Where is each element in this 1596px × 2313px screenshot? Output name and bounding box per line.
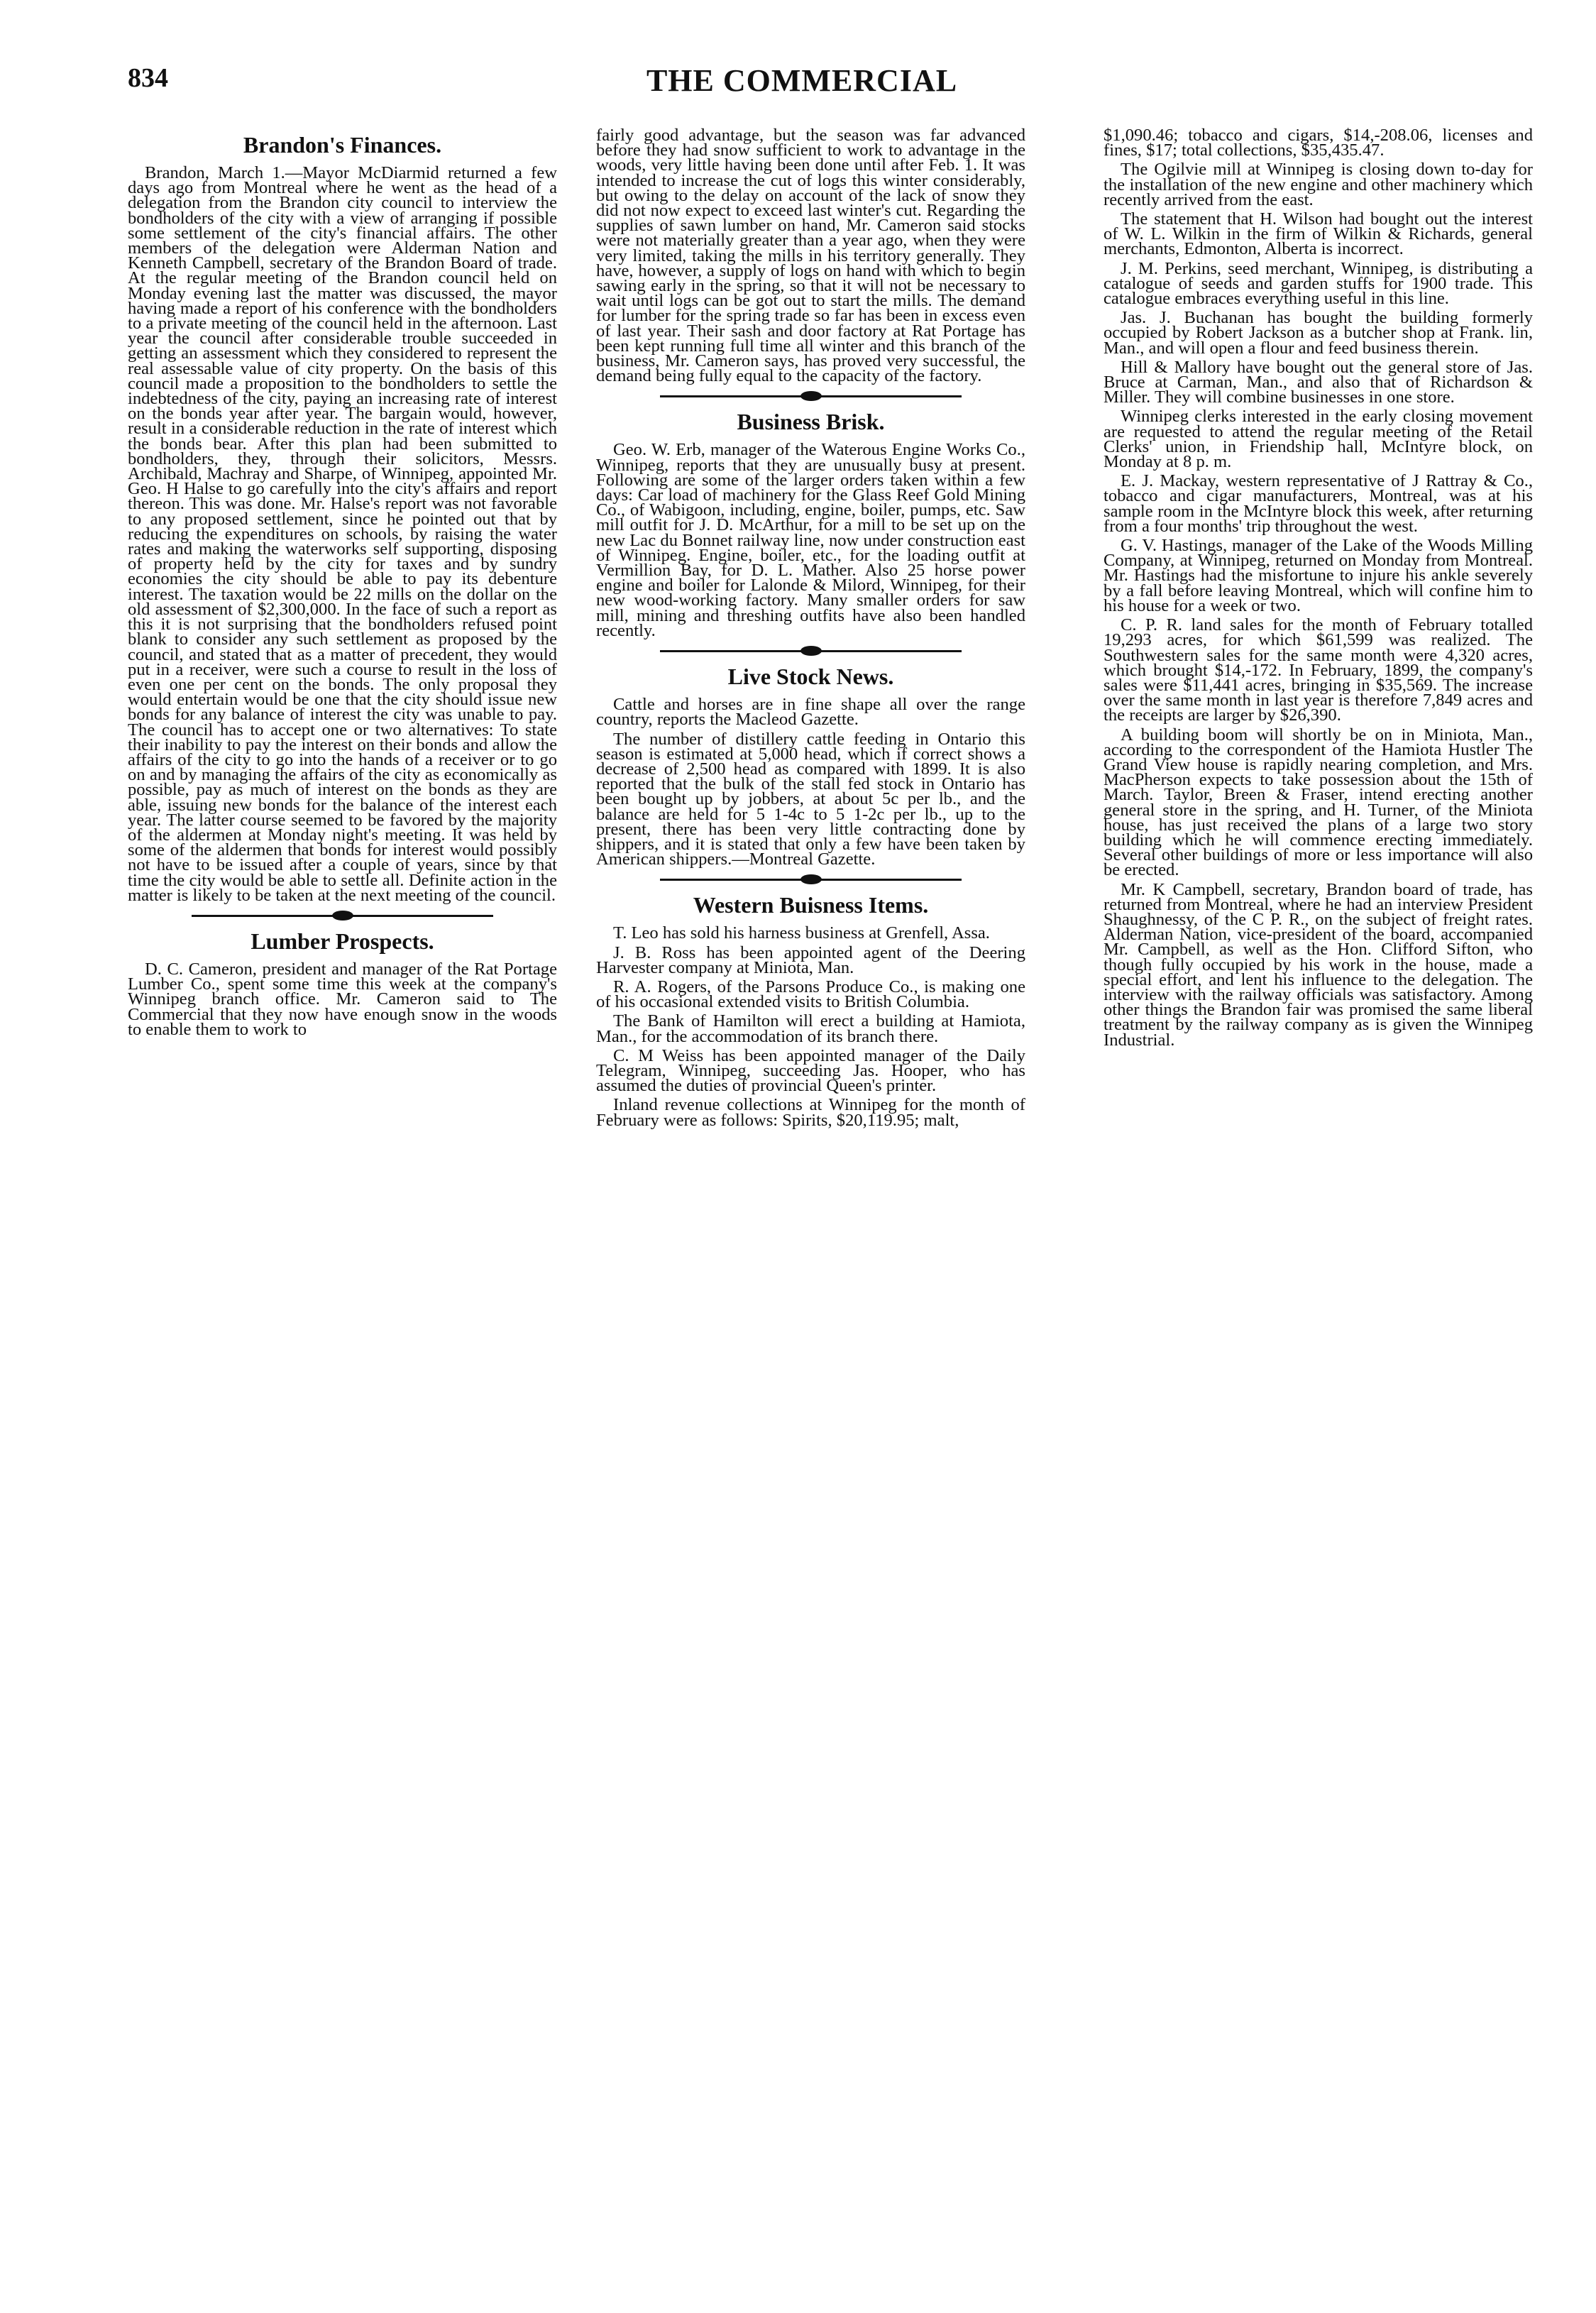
masthead — [128, 62, 1476, 105]
article-paragraph: Brandon, March 1.—Mayor McDiarmid returned a few days ago from Montreal where he went as the head of a delegation from the Brandon city council to interview the bondholders of the city with a view of arranging if possible some settlement of the city's financial affairs. The other members of the delegation were Alderman Nation and Kenneth Campbell, secretary of the Brandon Board of trade. At the regular meeting of the Brandon council held on Monday evening last the matter was discussed, the mayor having made a report of his conference with the bondholders to a private meeting of the council held in the afternoon. Last year the council after considerable trouble succeeded in getting an assessment which they considered to represent the real assessable value of city property. On the basis of this council made a proposition to the bondholders to settle the indebtedness of the city, paying an increasing rate of interest on the bonds year after year. The bargain would, however, result in a considerable reduction in the rate of interest which the bonds bear. After this plan had been submitted to bondholders, they, through their solicitors, Messrs. Archibald, Machray and Sharpe, of Winnipeg, appointed Mr. Geo. H Halse to go carefully into the city's affairs and report thereon. This was done. Mr. Halse's report was not favorable to any proposed settlement, since he pointed out that by reducing the expenditures on schools, by raising the water rates and making the waterworks self supporting, disposing of property held by the city for taxes and by sundry economies the city should be able to pay its debenture interest. The taxation would be 22 mills on the dollar on the old assessment of $2,300,000. In the face of such a report as this it is not surprising that the bondholders refused point blank to consider any such settlement as proposed by the council, and stated that as a matter of precedent, they would put in a receiver, were such a course to result in the loss of even one per cent on the bonds. The only proposal they would entertain would be one that the city should issue new bonds for any balance of interest the city was unable to pay. The council has to accept one or two alternatives: To state their inability to pay the interest on their bonds and allow the affairs of the city to go into the hands of a receiver or to go on and by managing the affairs of the city as economically as possible, pay as much of interest on the bonds as they are able, issuing new bonds for the balance of the interest each year. The latter course seemed to be favored by the majority of the aldermen at Monday night's meeting. It was held by some of the aldermen that bonds for interest would possibly not have to be issued after a couple of years, since by that time the city would be able to settle all. Definite action in the matter is likely to be taken at the next meeting of the council. — [128, 163, 557, 905]
article-lumber-prospects — [128, 928, 557, 1037]
news-item: J. B. Ross has been appointed agent of the Deering Harvester company at Miniota, Man. — [596, 943, 1025, 977]
news-item: $1,090.46; tobacco and cigars, $14,-208.06, licenses and fines, $17; total collections, $35,435.47. — [1104, 126, 1533, 160]
news-item: The Bank of Hamilton will erect a building at Hamiota, Man., for the accommodation of its branch there. — [596, 1011, 1025, 1046]
newspaper-title: THE COMMERCIAL — [646, 63, 958, 98]
article-paragraph: fairly good advantage, but the season was far advanced before they had snow sufficient to work to advantage in the woods, very little having been done until after Feb. 1. It was intended to increase the cut of logs this winter considerably, but owing to the delay on account of the lack of snow they did not now expect to exceed last winter's cut. Regarding the supplies of sawn lumber on hand, Mr. Cameron said stocks were not materially greater than a year ago, when they were very limited, taking the mills in his territory generally. They have, however, a supply of logs on hand with which to begin sawing early in the spring, so that it will not be necessary to wait until logs can be got out to start the mills. The demand for lumber for the spring trade so far has been in excess even of last year. Their sash and door factory at Rat Portage has been kept running full time all winter and this branch of the business, Mr. Cameron says, has proved very successful, the demand being fully equal to the capacity of the factory. — [596, 126, 1025, 386]
news-item: C. M Weiss has been appointed manager of the Daily Telegram, Winnipeg, succeeding Jas. Hooper, who has assumed the duties of provincial Queen's printer. — [596, 1045, 1025, 1096]
news-item: Mr. K Campbell, secretary, Brandon board of trade, has returned from Montreal, where he had an interview President Shaughnessy, of the C P. R., on the subject of freight rates. Alderman Nation, vice-president of the board, accompanied Mr. Campbell, as well as the Hon. Clifford Sifton, who though fully occupied by his work in the house, made a special effort, and lent his influence to the delegation. The interview with the railway officials was satisfactory. Among other things the Brandon fair was promised the same liberal treatment by the railway company as is given the Winnipeg Industrial. — [1104, 879, 1533, 1050]
headline-brandons-finances: Brandon's Finances. — [243, 132, 442, 158]
news-item: E. J. Mackay, western representative of J Rattray & Co., tobacco and cigar manufacturers, Montreal, was at his sample room in the McIntyre block this week, after returning from a four months' trip throughout the west. — [1104, 471, 1533, 536]
news-item: Hill & Mallory have bought out the general store of Jas. Bruce at Carman, Man., and also that of Richardson & Miller. They will combine businesses in one store. — [1104, 357, 1533, 407]
column-1 — [128, 128, 557, 1041]
headline-western-business-items: Western Buisness Items. — [693, 892, 929, 918]
news-item: T. Leo has sold his harness business at Grenfell, Assa. — [613, 923, 990, 943]
column-3 — [1104, 128, 1533, 1052]
news-item: A building boom will shortly be on in Miniota, Man., according to the correspondent of the Hamiota Hustler The Grand View house is rapidly nearing completion, and Mrs. MacPherson expects to take possession about the 15th of March. Taylor, Breen & Fraser, intend erecting another general store in the spring, and H. Turner, of the Miniota house, has just received the plans of a large two story building which he will commence erecting immediately. Several other buildings of more or less importance will also be erected. — [1104, 725, 1533, 880]
news-item: R. A. Rogers, of the Parsons Produce Co., is making one of his occasional extended visits to British Columbia. — [596, 977, 1025, 1012]
article-paragraph: Geo. W. Erb, manager of the Waterous Engine Works Co., Winnipeg, reports that they are unusually busy at present. Following are some of the larger orders taken within a few days: Car load of machinery for the Glass Reef Gold Mining Co., of Wabigoon, including, engine, boiler, pumps, etc. Saw mill outfit for J. D. McArthur, for a mill to be set up on the new Lac du Bonnet railway line, now under construction east of Winnipeg. Engine, boiler, etc., for the loading outfit at Vermillion Bay, for D. L. Mather. Also 25 horse power engine and boiler for Lalonde & Milord, Winnipeg, for their new wood-working factory. Many smaller orders for saw mill, mining and threshing outfits have also been handled recently. — [596, 440, 1025, 640]
article-western-business-items-continued — [1104, 128, 1533, 1048]
article-brandons-finances — [128, 132, 557, 903]
news-item: G. V. Hastings, manager of the Lake of the Woods Milling Company, at Winnipeg, returned on Monday from Montreal. Mr. Hastings had the misfortune to injure his ankle severely by a fall before leaving Montreal, which will confine him to his house for a week or two. — [1104, 536, 1533, 615]
article-lumber-prospects-continued — [596, 126, 1025, 386]
article-business-brisk — [596, 409, 1025, 638]
article-paragraph: The number of distillery cattle feeding in Ontario this season is estimated at 5,000 head, which if correct shows a decrease of 2,500 head as compared with 1899. It is also reported that the bulk of the stall fed stock in Ontario has been bought up by jobbers, at about 5c per lb., and the balance are held for 5 1-4c to 5 1-2c per lb., up to the present, there has been very little contracting done by shippers, and it is stated that only a few have been taken by American shippers.—Montreal Gazette. — [596, 729, 1025, 869]
article-paragraph: D. C. Cameron, president and manager of the Rat Portage Lumber Co., spent some time this week at the company's Winnipeg branch office. Mr. Cameron said to The Commercial that they now have enough snow in the woods to enable them to work to — [128, 959, 557, 1039]
page-number: 834 — [128, 63, 168, 93]
headline-live-stock-news: Live Stock News. — [727, 664, 894, 690]
section-divider — [596, 388, 1025, 405]
article-paragraph: Cattle and horses are in fine shape all over the range country, reports the Macleod Gazette. — [596, 695, 1025, 730]
section-divider — [596, 642, 1025, 659]
article-western-business-items — [596, 892, 1025, 1130]
headline-lumber-prospects: Lumber Prospects. — [251, 928, 434, 954]
article-live-stock-news — [596, 664, 1025, 867]
section-divider — [596, 871, 1025, 888]
news-item: The statement that H. Wilson had bought out the interest of W. L. Wilkin in the firm of Wilkin & Richards, general merchants, Edmonton, Alberta is incorrect. — [1104, 209, 1533, 259]
news-item: Inland revenue collections at Winnipeg for the month of February were as follows: Spirits, $20,119.95; malt, — [596, 1095, 1025, 1130]
headline-business-brisk: Business Brisk. — [737, 409, 885, 435]
news-item: C. P. R. land sales for the month of February totalled 19,293 acres, for which $61,599 was realized. The Southwestern sales for the same month were 4,320 acres, which brought $14,-172. In February, 1899, the company's sales were $11,441 acres, bringing in $35,569. The increase over the same month in last year is therefore 7,849 acres and the receipts are larger by $26,390. — [1104, 615, 1533, 725]
news-item: Winnipeg clerks interested in the early closing movement are requested to attend the regular meeting of the Retail Clerks' union, in Friendship hall, McIntyre block, on Monday at 8 p. m. — [1104, 407, 1533, 472]
column-2 — [596, 128, 1025, 1132]
section-divider — [128, 907, 557, 924]
news-item: J. M. Perkins, seed merchant, Winnipeg, is distributing a catalogue of seeds and garden stuffs for 1900 trade. This catalogue embraces everything useful in this line. — [1104, 258, 1533, 309]
news-item: The Ogilvie mill at Winnipeg is closing down to-day for the installation of the new engine and other machinery which recently arrived from the east. — [1104, 160, 1533, 209]
news-item: Jas. J. Buchanan has bought the building formerly occupied by Robert Jackson as a butcher shop at Frank. lin, Man., and will open a flour and feed business therein. — [1104, 308, 1533, 358]
